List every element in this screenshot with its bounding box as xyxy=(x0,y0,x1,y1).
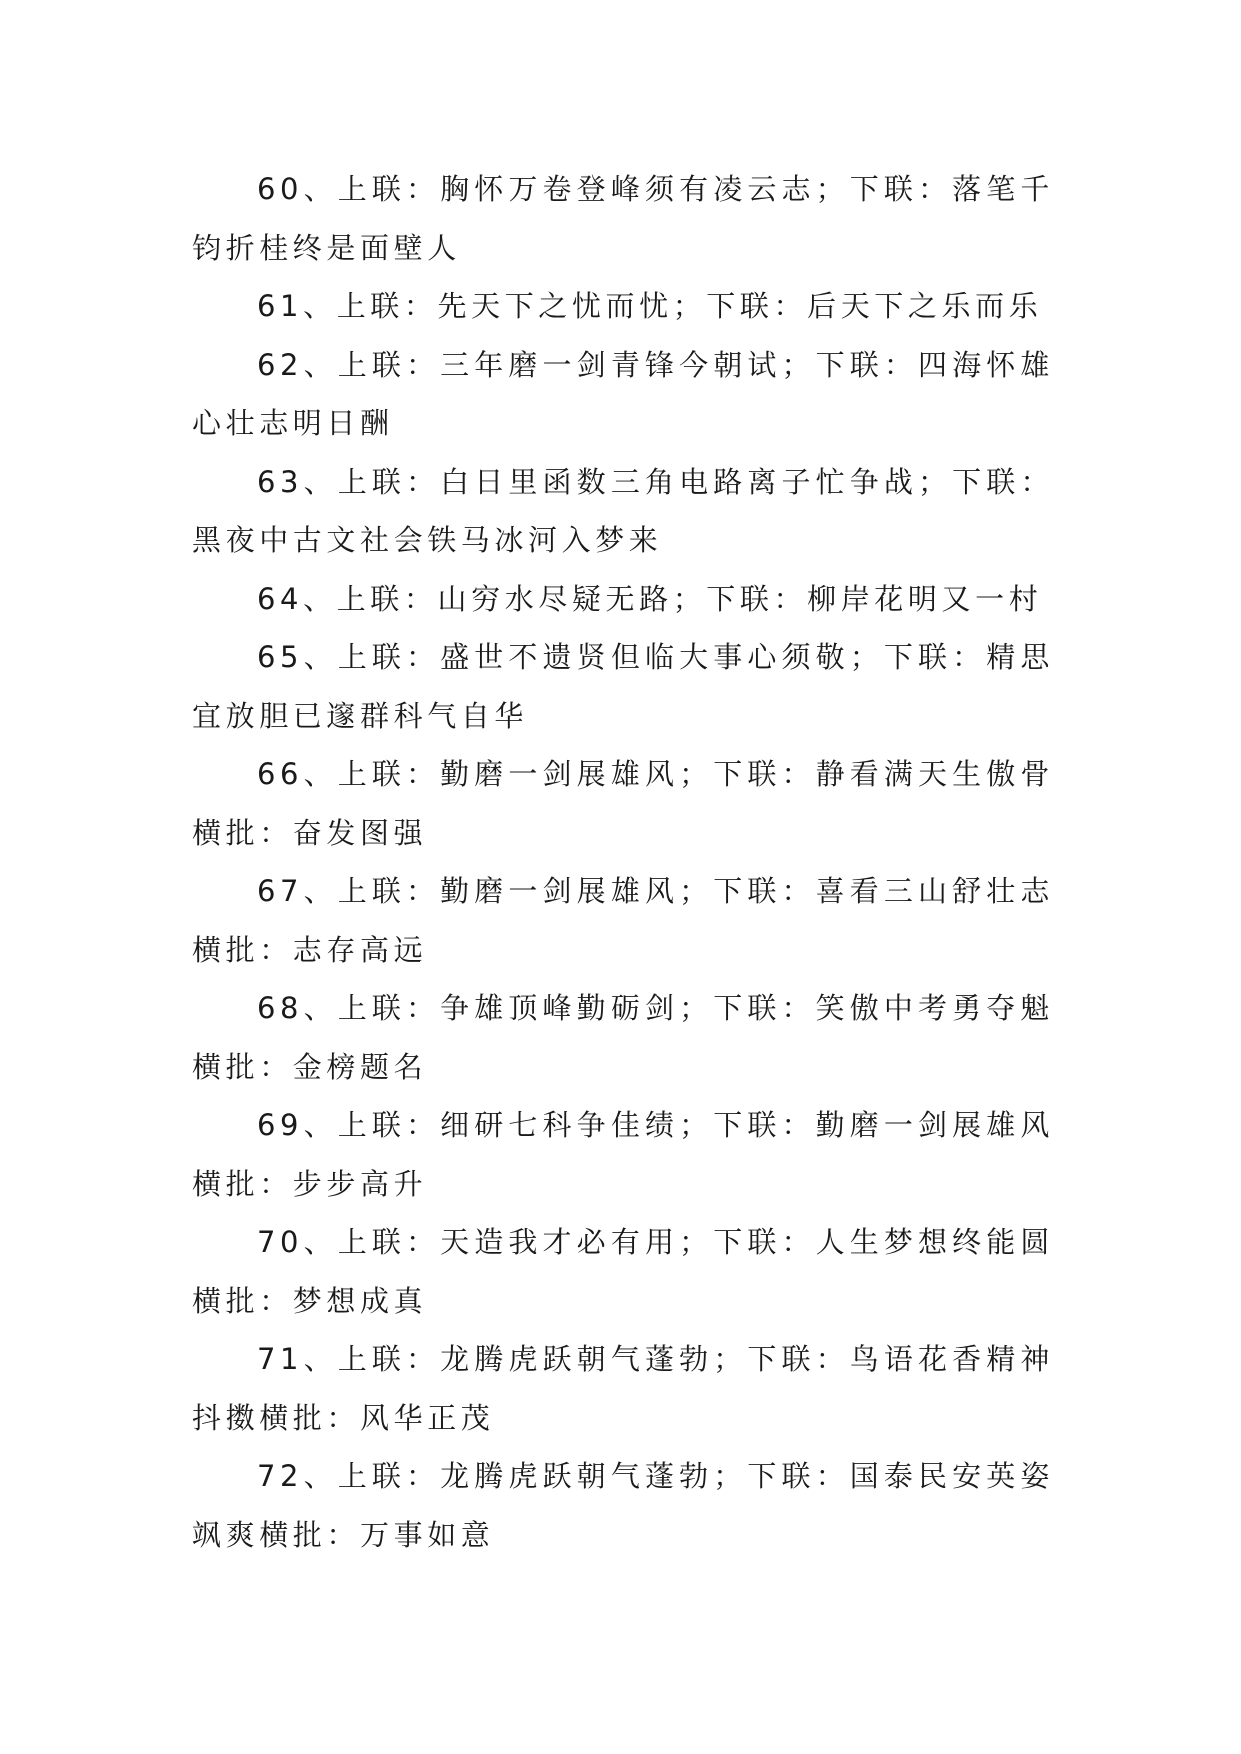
paragraph-71: 71、上联：龙腾虎跃朝气蓬勃；下联：鸟语花香精神抖擞横批：风华正茂 xyxy=(192,1342,1054,1435)
paragraph-70: 70、上联：天造我才必有用；下联：人生梦想终能圆横批：梦想成真 xyxy=(192,1225,1054,1318)
paragraph-64: 64、上联：山穷水尽疑无路；下联：柳岸花明又一村 xyxy=(257,581,1043,616)
paragraph-66: 66、上联：勤磨一剑展雄风；下联：静看满天生傲骨横批：奋发图强 xyxy=(192,757,1054,850)
paragraph-72: 72、上联：龙腾虎跃朝气蓬勃；下联：国泰民安英姿飒爽横批：万事如意 xyxy=(192,1459,1054,1552)
paragraph-63: 63、上联：白日里函数三角电路离子忙争战；下联：黑夜中古文社会铁马冰河入梦来 xyxy=(192,464,1054,557)
paragraph-60: 60、上联：胸怀万卷登峰须有凌云志；下联：落笔千钧折桂终是面壁人 xyxy=(192,172,1054,265)
document-body xyxy=(192,160,1054,1564)
paragraph-65: 65、上联：盛世不遗贤但临大事心须敬；下联：精思宜放胆已邃群科气自华 xyxy=(192,640,1054,733)
paragraph-67: 67、上联：勤磨一剑展雄风；下联：喜看三山舒壮志横批：志存高远 xyxy=(192,874,1054,967)
paragraph-62: 62、上联：三年磨一剑青锋今朝试；下联：四海怀雄心壮志明日酬 xyxy=(192,347,1054,440)
paragraph-61: 61、上联：先天下之忧而忧；下联：后天下之乐而乐 xyxy=(257,289,1043,323)
paragraph-68: 68、上联：争雄顶峰勤砺剑；下联：笑傲中考勇夺魁横批：金榜题名 xyxy=(192,991,1054,1084)
paragraph-69: 69、上联：细研七科争佳绩；下联：勤磨一剑展雄风横批：步步高升 xyxy=(192,1108,1054,1201)
